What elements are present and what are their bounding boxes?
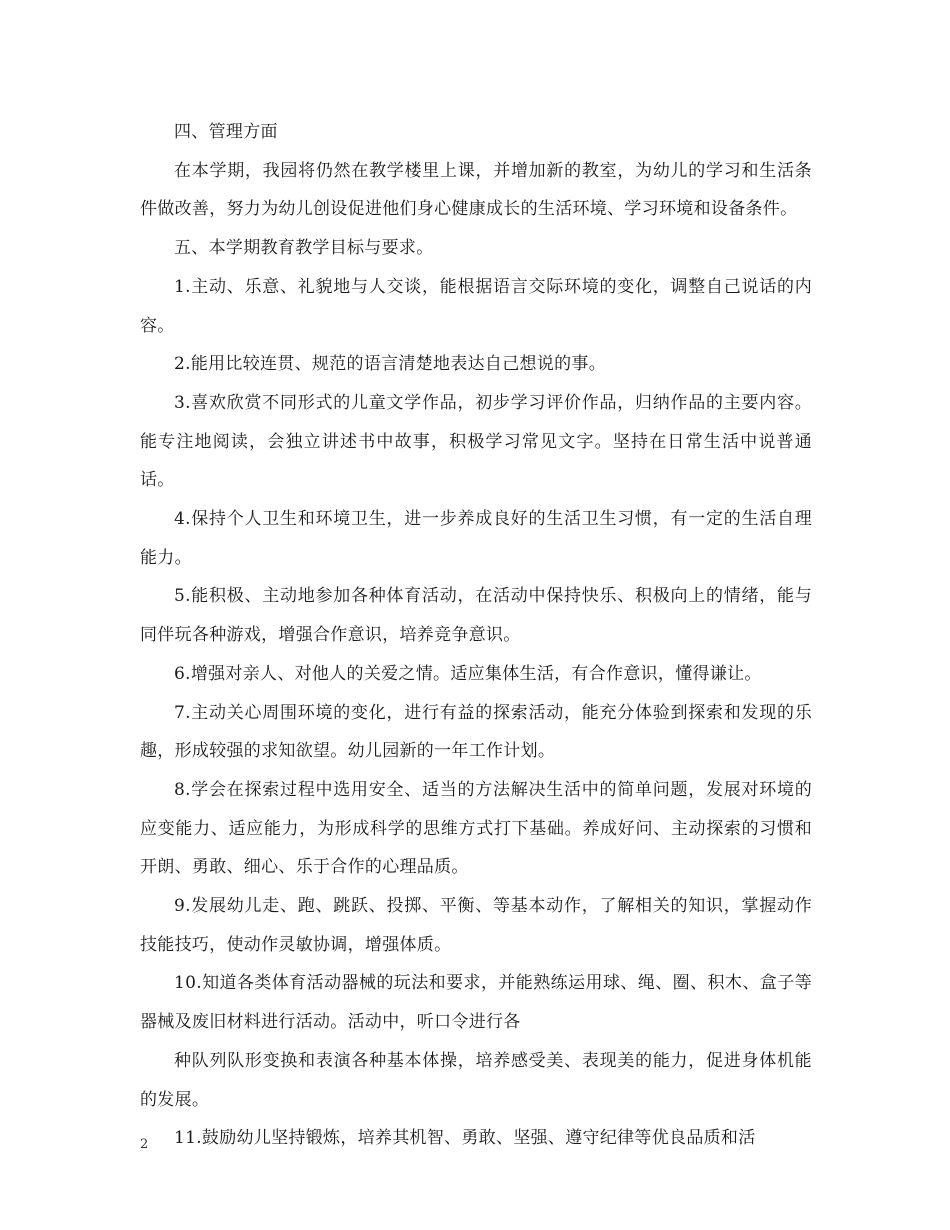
section-heading-management: 四、管理方面 (174, 122, 278, 142)
list-item: 7.主动关心周围环境的变化，进行有益的探索活动，能充分体验到探索和发现的乐趣，形成较强的求知欲望。幼儿园新的一年工作计划。 (140, 702, 812, 762)
paragraph: 种队列队形变换和表演各种基本体操，培养感受美、表现美的能力，促进身体机能的发展。 (140, 1050, 812, 1110)
list-item: 10.知道各类体育活动器械的玩法和要求，并能熟练运用球、绳、圈、积木、盒子等器械及废旧材料进行活动。活动中，听口令进行各 (140, 973, 812, 1033)
list-item: 2.能用比较连贯、规范的语言清楚地表达自己想说的事。 (174, 354, 607, 375)
list-item: 11.鼓励幼儿坚持锻炼，培养其机智、勇敢、坚强、遵守纪律等优良品质和活 (174, 1128, 756, 1149)
list-item: 4.保持个人卫生和环境卫生，进一步养成良好的生活卫生习惯，有一定的生活自理能力。 (140, 509, 812, 568)
paragraph: 在本学期，我园将仍然在教学楼里上课，并增加新的教室，为幼儿的学习和生活条件做改善，努力为幼儿创设促进他们身心健康成长的生活环境、学习环境和设备条件。 (140, 160, 812, 220)
list-item: 1.主动、乐意、礼貌地与人交谈，能根据语言交际环境的变化，调整自己说话的内容。 (140, 276, 812, 336)
list-item: 6.增强对亲人、对他人的关爱之情。适应集体生活，有合作意识，懂得谦让。 (174, 663, 762, 684)
section-heading-goals: 五、本学期教育教学目标与要求。 (174, 238, 434, 259)
list-item: 5.能积极、主动地参加各种体育活动，在活动中保持快乐、积极向上的情绪，能与同伴玩各种游戏，增强合作意识，培养竞争意识。 (140, 586, 812, 646)
list-item: 9.发展幼儿走、跑、跳跃、投掷、平衡、等基本动作，了解相关的知识，掌握动作技能技巧，使动作灵敏协调，增强体质。 (140, 896, 812, 955)
list-item: 8.学会在探索过程中选用安全、适当的方法解决生活中的简单问题，发展对环境的应变能力、适应能力，为形成科学的思维方式打下基础。养成好问、主动探索的习惯和开朗、勇敢、细心、乐于合作的心理品质。 (140, 779, 812, 878)
page-number: 2 (140, 1137, 149, 1152)
document-body (140, 113, 812, 1158)
list-item: 3.喜欢欣赏不同形式的儿童文学作品，初步学习评价作品，归纳作品的主要内容。能专注地阅读，会独立讲述书中故事，积极学习常见文字。坚持在日常生活中说普通话。 (140, 392, 812, 491)
